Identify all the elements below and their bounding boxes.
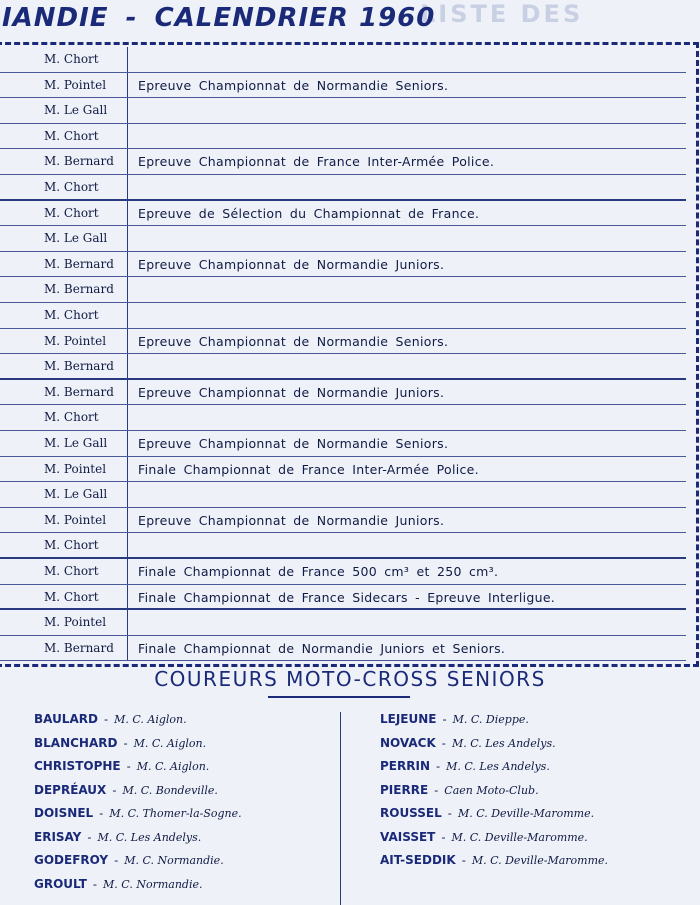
official-cell: M. Le Gall: [0, 226, 128, 251]
page-title: [0, 0, 700, 42]
racers-column-left: [34, 708, 242, 896]
racer-club: M. C. Thomer-la-Sogne.: [109, 807, 242, 820]
table-row: [0, 175, 686, 201]
racer-name: PERRIN: [380, 759, 430, 773]
racer-club: M. C. Dieppe.: [452, 713, 529, 726]
table-row: [0, 457, 686, 483]
event-cell: [138, 610, 686, 635]
dash-separator: -: [92, 876, 98, 891]
event-cell: [138, 533, 686, 557]
event-cell: Epreuve de Sélection du Championnat de France.: [138, 205, 480, 221]
racer-name: PIERRE: [380, 782, 429, 797]
list-item: [380, 802, 608, 826]
table-row: [0, 533, 686, 559]
list-item: [380, 826, 608, 850]
racer-club: M. C. Normandie.: [103, 877, 203, 891]
official-cell: M. Chort: [0, 175, 128, 199]
racer-club: M. C. Deville-Maromme.: [451, 830, 588, 844]
table-row: [0, 73, 686, 99]
racer-name: DEPRÉAUX: [34, 782, 107, 797]
table-row: [0, 201, 686, 227]
official-cell: M. Chort: [0, 47, 128, 72]
dash-separator: -: [114, 853, 119, 867]
list-item: [34, 779, 242, 803]
event-cell: [138, 47, 686, 72]
event-cell: [138, 175, 686, 199]
table-row: [0, 585, 686, 611]
dash-separator: -: [99, 806, 104, 820]
table-row: [0, 47, 686, 73]
event-cell: [138, 124, 686, 149]
dash-separator: -: [434, 782, 439, 797]
official-cell: M. Bernard: [0, 354, 128, 378]
official-cell: M. Chort: [0, 585, 128, 609]
event-cell: [138, 98, 686, 123]
dash-separator: -: [441, 735, 446, 750]
list-item: [380, 849, 608, 873]
official-cell: M. Bernard: [0, 252, 128, 277]
racers-column-right: [380, 708, 608, 873]
official-cell: M. Chort: [0, 201, 128, 226]
racer-name: LEJEUNE: [380, 712, 437, 726]
dash-separator: -: [87, 829, 92, 844]
event-cell: Epreuve Championnat de Normandie Juniors.: [138, 384, 445, 400]
table-row: [0, 559, 686, 585]
list-item: [34, 802, 242, 826]
racer-name: DOISNEL: [34, 806, 94, 820]
racer-name: AIT-SEDDIK: [380, 853, 456, 867]
official-cell: M. Pointel: [0, 508, 128, 533]
event-cell: Epreuve Championnat de Normandie Seniors.: [138, 436, 449, 451]
racer-club: M. C. Aiglon.: [133, 736, 207, 750]
table-row: [0, 482, 686, 508]
calendar-table: [0, 42, 699, 667]
list-item: [34, 873, 242, 897]
official-cell: M. Bernard: [0, 277, 128, 302]
title-right: CALENDRIER 1960: [154, 3, 436, 33]
column-divider: [340, 712, 341, 905]
list-item: [34, 755, 242, 779]
racer-club: M. C. Deville-Maromme.: [457, 807, 595, 820]
table-row: [0, 124, 686, 150]
official-cell: M. Bernard: [0, 636, 128, 661]
table-row: [0, 303, 686, 329]
list-item: [34, 826, 242, 850]
dash-separator: -: [103, 712, 109, 726]
dash-separator: -: [447, 806, 452, 820]
racer-club: Caen Moto-Club.: [444, 783, 539, 797]
racer-club: M. C. Bondeville.: [122, 783, 218, 797]
official-cell: M. Chort: [0, 533, 128, 557]
title-left: IANDIE: [2, 3, 109, 33]
dash-separator: -: [435, 759, 441, 773]
list-item: [380, 732, 608, 756]
racer-club: M. C. Aiglon.: [136, 760, 210, 773]
official-cell: M. Chort: [0, 124, 128, 149]
official-cell: M. Le Gall: [0, 98, 128, 123]
event-cell: Finale Championnat de France Sidecars - Epreuve Interligue.: [138, 589, 556, 605]
racers-section-title: COUREURS MOTO-CROSS SENIORS: [154, 667, 546, 691]
table-row: [0, 277, 686, 303]
list-item: [380, 755, 608, 779]
event-cell: [138, 226, 686, 251]
list-item: [380, 708, 608, 732]
event-cell: [138, 354, 686, 378]
official-cell: M. Pointel: [0, 610, 128, 635]
official-cell: M. Bernard: [0, 380, 128, 405]
list-item: [34, 732, 242, 756]
table-row: [0, 610, 686, 636]
racer-name: VAISSET: [380, 829, 436, 844]
bleed-through-text: LISTE DES: [420, 0, 584, 28]
section-title-underline: [268, 696, 410, 698]
official-cell: M. Pointel: [0, 457, 128, 482]
table-row: [0, 431, 686, 457]
dash-separator: -: [112, 782, 117, 797]
table-row: [0, 354, 686, 380]
official-cell: M. Pointel: [0, 329, 128, 354]
racer-club: M. C. Les Andelys.: [446, 760, 550, 773]
list-item: [380, 779, 608, 803]
official-cell: M. Bernard: [0, 149, 128, 174]
event-cell: Epreuve Championnat de Normandie Seniors.: [138, 333, 449, 349]
table-row: [0, 252, 686, 278]
event-cell: [138, 405, 686, 430]
official-cell: M. Chort: [0, 405, 128, 430]
racer-name: BLANCHARD: [34, 735, 118, 750]
dash-separator: -: [441, 829, 446, 844]
official-cell: M. Pointel: [0, 73, 128, 98]
racer-club: M. C. Normandie.: [124, 854, 224, 867]
event-cell: Epreuve Championnat de Normandie Juniors.: [138, 256, 445, 272]
event-cell: Epreuve Championnat de Normandie Juniors.: [138, 512, 445, 528]
table-row: [0, 149, 686, 175]
event-cell: Epreuve Championnat de Normandie Seniors.: [138, 77, 449, 93]
official-cell: M. Le Gall: [0, 482, 128, 507]
table-row: [0, 508, 686, 534]
table-row: [0, 405, 686, 431]
official-cell: M. Chort: [0, 303, 128, 328]
table-row: [0, 226, 686, 252]
racer-name: NOVACK: [380, 735, 436, 750]
racer-club: M. C. Deville-Maromme.: [471, 854, 609, 867]
racer-name: GROULT: [34, 876, 87, 891]
title-separator: -: [125, 3, 138, 33]
table-row: [0, 380, 686, 406]
table-row: [0, 329, 686, 355]
racer-club: M. C. Les Andelys.: [451, 736, 556, 750]
dash-separator: -: [461, 853, 466, 867]
official-cell: M. Chort: [0, 559, 128, 584]
event-cell: Finale Championnat de France 500 cm³ et 250 cm³.: [138, 564, 499, 579]
racer-name: BAULARD: [34, 712, 98, 726]
event-cell: [138, 303, 686, 328]
dash-separator: -: [442, 712, 447, 726]
table-row: [0, 636, 686, 662]
table-row: [0, 98, 686, 124]
official-cell: M. Le Gall: [0, 431, 128, 456]
racer-name: ERISAY: [34, 829, 82, 844]
event-cell: [138, 277, 686, 302]
racer-club: M. C. Les Andelys.: [97, 830, 202, 844]
list-item: [34, 708, 242, 732]
dash-separator: -: [126, 759, 131, 773]
racer-name: CHRISTOPHE: [34, 759, 121, 773]
event-cell: [138, 482, 686, 507]
racer-name: GODEFROY: [34, 853, 109, 867]
racer-club: M. C. Aiglon.: [114, 713, 187, 726]
list-item: [34, 849, 242, 873]
event-cell: Finale Championnat de Normandie Juniors et Seniors.: [138, 640, 506, 656]
racer-name: ROUSSEL: [380, 806, 442, 820]
event-cell: Epreuve Championnat de France Inter-Armée Police.: [138, 154, 495, 170]
event-cell: Finale Championnat de France Inter-Armée Police.: [138, 461, 479, 477]
dash-separator: -: [123, 735, 128, 750]
